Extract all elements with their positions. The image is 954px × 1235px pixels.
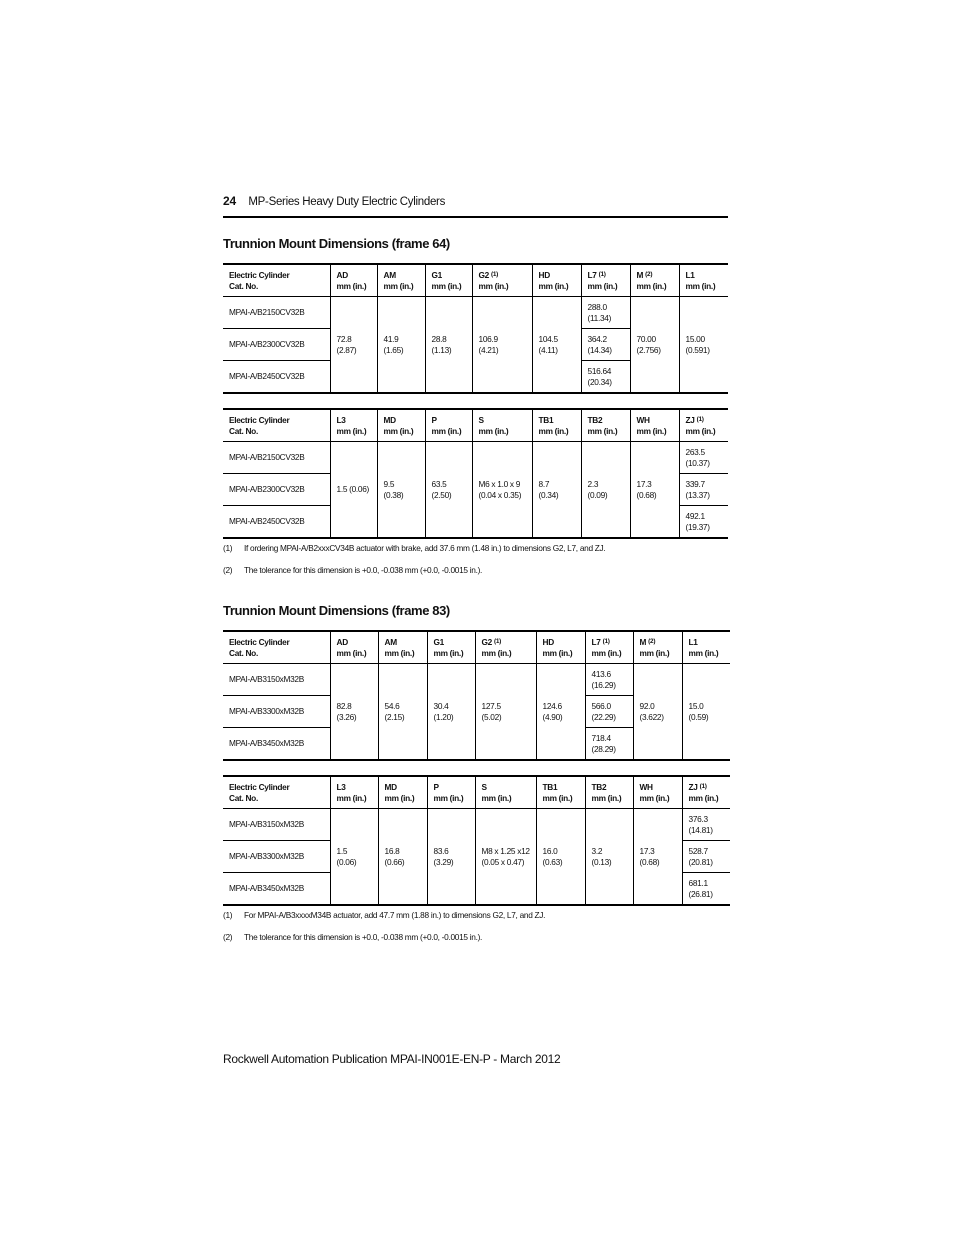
table-row	[223, 442, 728, 474]
col-header-s: S mm (in.)	[472, 409, 532, 442]
page-header	[223, 192, 728, 218]
col-header-g2: G2 $^{(1)}$ mm (in.)	[472, 264, 532, 297]
col-header-l3: L3 mm (in.)	[330, 776, 378, 809]
footnote-1: (1) If ordering MPAI-A/B2xxxCV34B actuator with brake, add 37.6 mm (1.48 in.) to dimensions G2, L7, and ZJ.	[223, 543, 606, 553]
footnote-2: (2) The tolerance for this dimension is +0.0, -0.038 mm (+0.0, -0.0015 in.).	[223, 565, 483, 575]
g2-cell: 106.9 (4.21)	[472, 297, 532, 394]
col-header-cat-no: Electric Cylinder Cat. No.	[223, 776, 330, 809]
m-cell: 92.0 (3.622)	[633, 664, 682, 761]
page-number: 24	[223, 194, 236, 208]
col-header-tb2: TB2 mm (in.)	[585, 776, 633, 809]
l7-cell: 566.0 (22.29)	[585, 696, 633, 728]
tb2-cell: 2.3 (0.09)	[581, 442, 630, 539]
l1-cell: 15.0 (0.59)	[682, 664, 730, 761]
table-header-row	[223, 409, 728, 442]
col-header-ad: AD mm (in.)	[330, 264, 377, 297]
cat-no-cell: MPAI-A/B3300xM32B	[223, 696, 330, 728]
l7-cell: 413.6 (16.29)	[585, 664, 633, 696]
col-header-m: M $^{(2)}$ mm (in.)	[633, 631, 682, 664]
md-cell: 9.5 (0.38)	[377, 442, 425, 539]
col-header-l3: L3 mm (in.)	[330, 409, 377, 442]
col-header-p: P mm (in.)	[427, 776, 475, 809]
col-header-g1: G1 mm (in.)	[427, 631, 475, 664]
col-header-l7: L7 $^{(1)}$ mm (in.)	[585, 631, 633, 664]
col-header-m: M $^{(2)}$ mm (in.)	[630, 264, 679, 297]
footnote-2: (2) The tolerance for this dimension is +0.0, -0.038 mm (+0.0, -0.0015 in.).	[223, 932, 483, 942]
col-header-zj: ZJ $^{(1)}$ mm (in.)	[679, 409, 728, 442]
cat-no-cell: MPAI-A/B3150xM32B	[223, 809, 330, 841]
zj-cell: 376.3 (14.81)	[682, 809, 730, 841]
zj-cell: 263.5 (10.37)	[679, 442, 728, 474]
col-header-s: S mm (in.)	[475, 776, 536, 809]
col-header-l7: L7 $^{(1)}$ mm (in.)	[581, 264, 630, 297]
l3-cell: 1.5 (0.06)	[330, 442, 377, 539]
l7-cell: 516.64 (20.34)	[581, 361, 630, 394]
l7-cell: 718.4 (28.29)	[585, 728, 633, 761]
zj-cell: 339.7 (13.37)	[679, 474, 728, 506]
col-header-cat-no: Electric Cylinder Cat. No.	[223, 264, 330, 297]
cat-no-cell: MPAI-A/B3150xM32B	[223, 664, 330, 696]
col-header-ad: AD mm (in.)	[330, 631, 378, 664]
footnote-1: (1) For MPAI-A/B3xxxxM34B actuator, add 47.7 mm (1.88 in.) to dimensions G2, L7, and ZJ.	[223, 910, 546, 920]
col-header-hd: HD mm (in.)	[532, 264, 581, 297]
am-cell: 54.6 (2.15)	[378, 664, 427, 761]
col-header-am: AM mm (in.)	[378, 631, 427, 664]
table-header-row	[223, 776, 730, 809]
am-cell: 41.9 (1.65)	[377, 297, 425, 394]
document-title: MP-Series Heavy Duty Electric Cylinders	[248, 196, 446, 208]
hd-cell: 104.5 (4.11)	[532, 297, 581, 394]
md-cell: 16.8 (0.66)	[378, 809, 427, 906]
frame-83-table-2	[223, 775, 730, 906]
l7-cell: 364.2 (14.34)	[581, 329, 630, 361]
publication-footer: Rockwell Automation Publication MPAI-IN001E-EN-P - March 2012	[223, 1052, 561, 1066]
col-header-cat-no: Electric Cylinder Cat. No.	[223, 409, 330, 442]
col-header-l1: L1 mm (in.)	[679, 264, 728, 297]
g1-cell: 30.4 (1.20)	[427, 664, 475, 761]
l7-cell: 288.0 (11.34)	[581, 297, 630, 329]
col-header-cat-no: Electric Cylinder Cat. No.	[223, 631, 330, 664]
g2-cell: 127.5 (5.02)	[475, 664, 536, 761]
col-header-tb1: TB1 mm (in.)	[532, 409, 581, 442]
table-row	[223, 664, 730, 696]
s-cell: M8 x 1.25 x12 (0.05 x 0.47)	[475, 809, 536, 906]
table-row	[223, 297, 728, 329]
cat-no-cell: MPAI-A/B2300CV32B	[223, 474, 330, 506]
col-header-l1: L1 mm (in.)	[682, 631, 730, 664]
l3-cell: 1.5 (0.06)	[330, 809, 378, 906]
cat-no-cell: MPAI-A/B3450xM32B	[223, 728, 330, 761]
section-title-frame-64: Trunnion Mount Dimensions (frame 64)	[223, 236, 450, 251]
cat-no-cell: MPAI-A/B3450xM32B	[223, 873, 330, 906]
section-title-frame-83: Trunnion Mount Dimensions (frame 83)	[223, 603, 450, 618]
l1-cell: 15.00 (0.591)	[679, 297, 728, 394]
tb1-cell: 16.0 (0.63)	[536, 809, 585, 906]
wh-cell: 17.3 (0.68)	[633, 809, 682, 906]
table-header-row	[223, 264, 728, 297]
wh-cell: 17.3 (0.68)	[630, 442, 679, 539]
tb2-cell: 3.2 (0.13)	[585, 809, 633, 906]
col-header-p: P mm (in.)	[425, 409, 472, 442]
cat-no-cell: MPAI-A/B2150CV32B	[223, 297, 330, 329]
cat-no-cell: MPAI-A/B3300xM32B	[223, 841, 330, 873]
zj-cell: 528.7 (20.81)	[682, 841, 730, 873]
col-header-wh: WH mm (in.)	[633, 776, 682, 809]
col-header-md: MD mm (in.)	[378, 776, 427, 809]
table-header-row	[223, 631, 730, 664]
col-header-zj: ZJ $^{(1)}$ mm (in.)	[682, 776, 730, 809]
zj-cell: 681.1 (26.81)	[682, 873, 730, 906]
frame-64-table-1	[223, 263, 728, 394]
cat-no-cell: MPAI-A/B2450CV32B	[223, 361, 330, 394]
col-header-tb1: TB1 mm (in.)	[536, 776, 585, 809]
g1-cell: 28.8 (1.13)	[425, 297, 472, 394]
frame-64-table-2	[223, 408, 728, 539]
col-header-md: MD mm (in.)	[377, 409, 425, 442]
frame-83-table-1	[223, 630, 730, 761]
s-cell: M6 x 1.0 x 9 (0.04 x 0.35)	[472, 442, 532, 539]
col-header-tb2: TB2 mm (in.)	[581, 409, 630, 442]
m-cell: 70.00 (2.756)	[630, 297, 679, 394]
col-header-g1: G1 mm (in.)	[425, 264, 472, 297]
cat-no-cell: MPAI-A/B2300CV32B	[223, 329, 330, 361]
ad-cell: 82.8 (3.26)	[330, 664, 378, 761]
ad-cell: 72.8 (2.87)	[330, 297, 377, 394]
zj-cell: 492.1 (19.37)	[679, 506, 728, 539]
hd-cell: 124.6 (4.90)	[536, 664, 585, 761]
tb1-cell: 8.7 (0.34)	[532, 442, 581, 539]
col-header-g2: G2 $^{(1)}$ mm (in.)	[475, 631, 536, 664]
col-header-am: AM mm (in.)	[377, 264, 425, 297]
p-cell: 63.5 (2.50)	[425, 442, 472, 539]
cat-no-cell: MPAI-A/B2450CV32B	[223, 506, 330, 539]
col-header-wh: WH mm (in.)	[630, 409, 679, 442]
p-cell: 83.6 (3.29)	[427, 809, 475, 906]
cat-no-cell: MPAI-A/B2150CV32B	[223, 442, 330, 474]
col-header-hd: HD mm (in.)	[536, 631, 585, 664]
table-row	[223, 809, 730, 841]
